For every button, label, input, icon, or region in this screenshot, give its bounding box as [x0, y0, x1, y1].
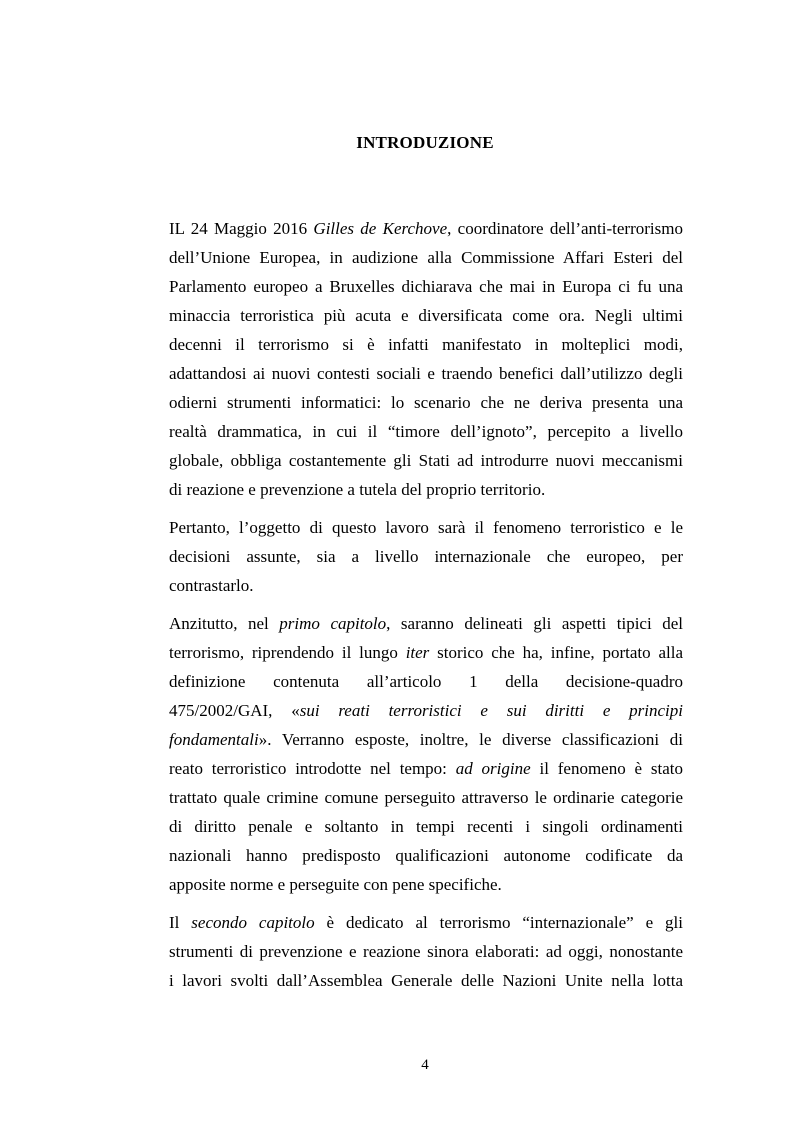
text-line: decisioni assunte, sia a livello internazionale che europeo, per — [169, 547, 683, 566]
page-number: 4 — [421, 1057, 429, 1073]
text-line: globale, obbliga costantemente gli Stati ad introdurre nuovi meccanismi — [169, 451, 683, 470]
text-line: fondamentali». Verranno esposte, inoltre, le diverse classificazioni di — [169, 730, 683, 749]
text-line: IL 24 Maggio 2016 Gilles de Kerchove, coordinatore dell’anti-terrorismo — [169, 219, 683, 238]
paragraph-1 — [169, 214, 683, 504]
text-line: Pertanto, l’oggetto di questo lavoro sarà il fenomeno terroristico e le — [169, 518, 683, 537]
text-line: di reazione e prevenzione a tutela del proprio territorio. — [169, 480, 546, 499]
text-line: trattato quale crimine comune perseguito attraverso le ordinarie categorie — [169, 788, 683, 807]
text-line: terrorismo, riprendendo il lungo iter storico che ha, infine, portato alla — [169, 643, 684, 662]
text-line: Anzitutto, nel primo capitolo, saranno delineati gli aspetti tipici del — [169, 614, 683, 633]
document-body — [169, 214, 683, 995]
text-line: odierni strumenti informatici: lo scenario che ne deriva presenta una — [169, 393, 683, 412]
text-line: 475/2002/GAI, «sui reati terroristici e sui diritti e principi — [169, 701, 683, 720]
text-line: apposite norme e perseguite con pene specifiche. — [169, 875, 502, 894]
text-line: strumenti di prevenzione e reazione sinora elaborati: ad oggi, nonostante — [169, 942, 683, 961]
text-line: contrastarlo. — [169, 576, 254, 595]
text-line: di diritto penale e soltanto in tempi recenti i singoli ordinamenti — [169, 817, 683, 836]
paragraph-3 — [169, 609, 683, 899]
text-line: minaccia terroristica più acuta e diversificata come ora. Negli ultimi — [169, 306, 683, 325]
text-line: definizione contenuta all’articolo 1 della decisione-quadro — [169, 672, 683, 691]
text-line: decenni il terrorismo si è infatti manifestato in molteplici modi, — [169, 335, 683, 354]
text-line: Parlamento europeo a Bruxelles dichiarava che mai in Europa ci fu una — [169, 277, 683, 296]
text-line: reato terroristico introdotte nel tempo: ad origine il fenomeno è stato — [169, 759, 684, 778]
text-line: i lavori svolti dall’Assemblea Generale delle Nazioni Unite nella lotta — [169, 971, 683, 990]
text-line: realtà drammatica, in cui il “timore dell’ignoto”, percepito a livello — [169, 422, 683, 441]
text-line: Il secondo capitolo è dedicato al terrorismo “internazionale” e gli — [169, 913, 684, 932]
page-title: INTRODUZIONE — [356, 133, 494, 152]
paragraph-4 — [169, 908, 683, 995]
text-line: dell’Unione Europea, in audizione alla Commissione Affari Esteri del — [169, 248, 683, 267]
text-line: nazionali hanno predisposto qualificazioni autonome codificate da — [169, 846, 683, 865]
text-line: adattandosi ai nuovi contesti sociali e traendo benefici dall’utilizzo degli — [169, 364, 683, 383]
paragraph-2 — [169, 513, 683, 600]
